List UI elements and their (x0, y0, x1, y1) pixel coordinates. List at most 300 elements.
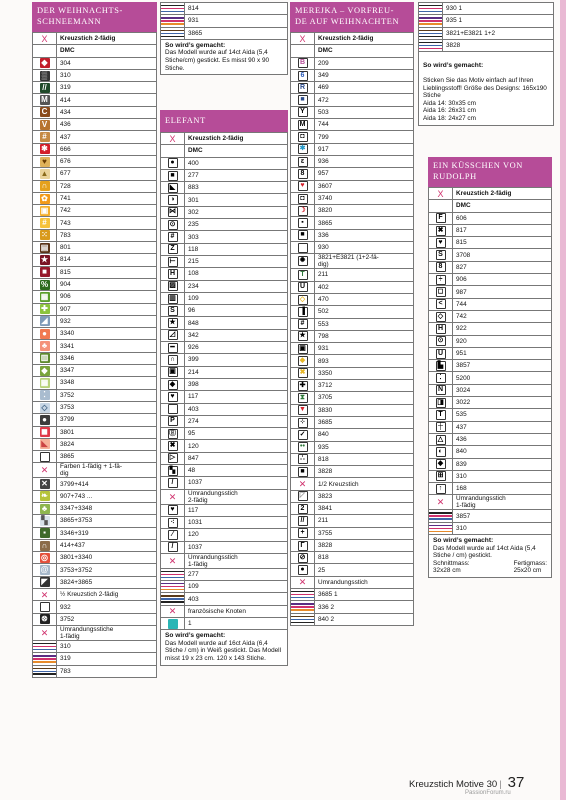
table-row (33, 168, 157, 180)
table-row (33, 365, 157, 377)
dmc-code: 414 (57, 94, 157, 106)
symbol-cell (161, 440, 185, 452)
dmc-code: 310 (453, 522, 552, 534)
symbol-cell (291, 131, 315, 143)
symbol-cell (429, 249, 453, 261)
symbol-cell (161, 268, 185, 280)
dmc-code: 957 (315, 168, 414, 180)
stitch-header-row (429, 188, 552, 200)
symbol-cell (291, 490, 315, 502)
symbol-icon: ÷ (436, 275, 446, 285)
dmc-code: 402 (315, 281, 414, 293)
table-row (291, 293, 414, 305)
dmc-code: 936 (315, 155, 414, 167)
symbol-cell (161, 206, 185, 218)
table-row (291, 343, 414, 355)
dmc-code: 744 (315, 119, 414, 131)
stitch-type-label: Kreuzstich 2-fädig (185, 133, 288, 145)
star-icon: ★ (40, 254, 49, 264)
dmc-code: 434 (57, 106, 157, 118)
square-icon: ■ (40, 267, 50, 277)
symbol-icon: T (436, 410, 446, 420)
dmc-code: 840 (453, 446, 552, 458)
dmc-code: 840 2 (315, 613, 414, 625)
stripes-icon: ▥ (40, 353, 49, 363)
dmc-code: 310 (453, 470, 552, 482)
symbol-cell (291, 355, 315, 367)
symbol-cell (291, 392, 315, 404)
symbol-icon: ▥ (169, 294, 176, 302)
table-row (291, 318, 414, 330)
symbol-icon (161, 30, 185, 37)
symbol-icon (419, 42, 443, 49)
dmc-code: 3820 (315, 205, 414, 217)
column-merejka-continued (418, 2, 554, 126)
symbol-cell (33, 365, 57, 377)
dmc-code: 120 (185, 529, 288, 541)
table-row (161, 593, 288, 605)
table-row (419, 27, 554, 39)
dmc-code: 398 (185, 378, 288, 390)
table-row (419, 39, 554, 51)
dmc-code: 742 (57, 205, 157, 217)
e-icon: ε (298, 157, 308, 167)
symbol-cell (33, 377, 57, 389)
section-label: Umrandungsstich 1-fädig (453, 495, 552, 510)
dmc-code: 3350 (315, 367, 414, 379)
dmc-code: 3841 (315, 502, 414, 514)
section-title: EIN KÜSSCHEN VON RUDOLPH (428, 157, 552, 187)
dmc-code: 25 (315, 564, 414, 576)
page-edge-stripe (560, 0, 566, 800)
box-icon (298, 243, 308, 253)
table-row (161, 15, 288, 27)
table-row (291, 552, 414, 564)
symbol-cell (291, 416, 315, 428)
m-icon: M (41, 95, 48, 105)
gamma-icon: Γ (298, 541, 308, 551)
symbol-cell (33, 426, 57, 438)
b-icon: B (298, 58, 308, 68)
symbol-cell (291, 429, 315, 441)
dmc-code: 3347+3348 (57, 502, 157, 514)
symbol-icon: △ (436, 435, 446, 445)
symbol-icon: ♥ (168, 505, 178, 515)
symbol-cell (291, 119, 315, 131)
table-row (291, 589, 414, 601)
symbol-cell (429, 224, 453, 236)
dmc-code: 436 (57, 119, 157, 131)
symbol-cell (419, 27, 443, 39)
table-row (291, 106, 414, 118)
symbol-icon (161, 571, 185, 578)
table-row (33, 515, 157, 527)
burst-icon: ✹ (298, 256, 308, 266)
symbol-cell (291, 94, 315, 106)
diamond-icon: ◆ (298, 356, 308, 366)
dmc-code: 437 (453, 421, 552, 433)
symbol-icon: ◣ (168, 183, 178, 193)
box-icon (40, 602, 50, 612)
french-knot-icon: ● (168, 619, 178, 629)
info-box: So wird’s gemacht: Das Modell wurde auf 14ct Aida (5,4 Stiche / cm) gestickt. Schnittmass: 32x28 cm Fertigmass: 25x20 cm (428, 535, 552, 578)
dmc-code: 935 (315, 441, 414, 453)
table-row (291, 82, 414, 94)
dmc-code: 117 (185, 391, 288, 403)
stitch-type-label: Kreuzstich 2-fädig (453, 188, 552, 200)
symbol-cell (33, 539, 57, 551)
symbol-cell (291, 318, 315, 330)
symbol-cell (161, 3, 185, 15)
section-header-row (33, 463, 157, 478)
symbol-cell (419, 3, 443, 15)
table-row (291, 564, 414, 576)
symbol-cell (429, 298, 453, 310)
symbol-icon (33, 643, 57, 650)
key-table (418, 2, 554, 52)
dmc-code: 814 (185, 3, 288, 15)
symbol-icon: ◇ (436, 312, 446, 322)
table-row (429, 522, 552, 534)
symbol-icon: ∩ (168, 355, 178, 365)
dmc-code: 907+743 ... (57, 490, 157, 502)
table-row (161, 268, 288, 280)
dmc-code: 801 (57, 242, 157, 254)
symbol-icon: U (436, 349, 446, 359)
stripes-icon: ▤ (40, 242, 49, 252)
symbol-icon: ● (168, 158, 178, 168)
dmc-code: 815 (57, 266, 157, 278)
dmc-code: 799 (315, 131, 414, 143)
symbol-cell (161, 342, 185, 354)
table-row (33, 564, 157, 576)
symbol-icon (419, 5, 443, 12)
table-row (33, 278, 157, 290)
symbol-cell (291, 242, 315, 254)
plus-icon: ✚ (41, 304, 48, 314)
table-row (429, 286, 552, 298)
dmc-code: 848 (185, 317, 288, 329)
symbol-cell (291, 57, 315, 69)
symbol-cell (161, 15, 185, 27)
dmc-code: 818 (315, 453, 414, 465)
symbol-cell (33, 168, 57, 180)
symbol-icon: ▚ (168, 466, 178, 476)
dmc-code: 3865+3753 (57, 515, 157, 527)
symbol-icon: ◐ (436, 447, 446, 457)
table-row (33, 377, 157, 389)
section-header-row (161, 489, 288, 504)
dmc-code: 109 (185, 581, 288, 593)
dmc-code: 342 (185, 329, 288, 341)
heart-icon: ♥ (298, 181, 308, 191)
info-box: So wird’s gemacht: Das Modell wurde auf 14ct Aida (5,4 Stiche/cm) gestickt. Es misst 90 x 90 Stiche. (160, 40, 288, 75)
dmc-code: 935 1 (443, 15, 554, 27)
dmc-code: 3865 (185, 27, 288, 39)
dmc-code: 301 (185, 194, 288, 206)
dmc-code: 3022 (453, 397, 552, 409)
symbol-cell (291, 466, 315, 478)
symbol-cell (161, 541, 185, 553)
dmc-code: 827 (453, 261, 552, 273)
dmc-code: 108 (185, 268, 288, 280)
dmc-code: 3824 (57, 438, 157, 450)
dmc-code: 3857 (453, 360, 552, 372)
symbol-cell (33, 155, 57, 167)
symbol-cell (161, 231, 185, 243)
symbol-icon: S (436, 250, 446, 260)
symbol-icon: ⊙ (168, 220, 178, 230)
table-row (33, 426, 157, 438)
table-row (291, 416, 414, 428)
symbol-cell (161, 465, 185, 477)
symbol-cell (33, 315, 57, 327)
dmc-code: 349 (315, 69, 414, 81)
symbol-cell (429, 323, 453, 335)
dmc-code: 3755 (315, 527, 414, 539)
section-label: französische Knoten (185, 605, 288, 617)
dmc-code: 400 (185, 157, 288, 169)
dmc-label: DMC (315, 45, 414, 57)
cross-stitch-icon: X (437, 188, 444, 199)
t-icon: T (298, 270, 308, 280)
dmc-code: 1 (185, 617, 288, 629)
dmc-code: 235 (185, 219, 288, 231)
symbol-cell (33, 254, 57, 266)
table-row (33, 143, 157, 155)
table-row (161, 3, 288, 15)
table-row (33, 328, 157, 340)
dmc-code: 274 (185, 415, 288, 427)
section-label: Umrandungsstich 2-fädig (185, 489, 288, 504)
dmc-code: 815 (453, 237, 552, 249)
cut-size: Schnittmass: 32x28 cm (433, 559, 470, 575)
dmc-code: 783 (57, 665, 157, 677)
symbol-cell (161, 194, 185, 206)
page-number: 37 (507, 774, 525, 791)
table-row (33, 527, 157, 539)
info-box: So wird’s gemacht: Das Modell wurde auf 16ct Aida (6,4 Stiche / cm) in Weiß gestickt. Das Modell misst 19 x 23 cm. 120 x 143 Stiche. (160, 630, 288, 665)
table-row (291, 380, 414, 392)
table-row (429, 347, 552, 359)
symbol-cell (291, 527, 315, 539)
symbol-cell (291, 552, 315, 564)
dmc-code: 436 (453, 433, 552, 445)
cross-stitch-icon: ✕ (168, 606, 177, 617)
dmc-code: 403 (185, 593, 288, 605)
symbol-icon (429, 525, 453, 532)
stitch-header-row (291, 33, 414, 45)
x-icon: ✖ (298, 368, 308, 378)
symbol-icon: ✖ (436, 226, 446, 236)
red-diamond-icon: ◆ (41, 58, 48, 68)
symbol-cell (291, 269, 315, 281)
dmc-code: 209 (315, 57, 414, 69)
symbol-cell (429, 421, 453, 433)
dmc-code: 3821+E3821 (1+2-fä- dig) (315, 254, 414, 269)
dmc-code: 319 (57, 653, 157, 665)
table-row (33, 131, 157, 143)
table-row (33, 180, 157, 192)
symbol-cell (33, 451, 57, 463)
symbol-cell (291, 82, 315, 94)
dmc-code: 930 1 (443, 3, 554, 15)
table-row (33, 414, 157, 426)
dmc-code: 211 (315, 269, 414, 281)
dmc-code: 117 (185, 504, 288, 516)
dmc-code: 120 (185, 440, 288, 452)
symbol-icon: ▙ (436, 361, 446, 371)
moon-icon: ☽ (299, 206, 306, 214)
section-header-row (33, 589, 157, 601)
dmc-code: 893 (315, 355, 414, 367)
table-row (33, 552, 157, 564)
table-row (291, 490, 414, 502)
table-row (33, 576, 157, 588)
key-table (428, 187, 552, 535)
dmc-code: 3753+3752 (57, 564, 157, 576)
oval-icon: ⊘ (298, 553, 308, 563)
symbol-cell (291, 69, 315, 81)
hatched-square-icon: ▒ (40, 71, 50, 81)
symbol-cell (429, 372, 453, 384)
dmc-code: 951 (453, 347, 552, 359)
block-icon: ◘ (298, 194, 308, 204)
table-row (33, 119, 157, 131)
section-label: Umrandungsstich 1-fädig (185, 553, 288, 568)
dmc-code: 3347 (57, 365, 157, 377)
symbol-cell (291, 601, 315, 613)
symbol-cell (33, 502, 57, 514)
symbol-cell (33, 564, 57, 576)
table-row (429, 298, 552, 310)
dmc-code: 3753 (57, 401, 157, 413)
table-row (33, 539, 157, 551)
table-row (33, 640, 157, 652)
symbol-icon: P (168, 416, 178, 426)
table-row (429, 335, 552, 347)
table-row (291, 441, 414, 453)
symbol-cell (291, 217, 315, 229)
diamond-icon: ◆ (41, 365, 48, 375)
dmc-code: 677 (57, 168, 157, 180)
table-row (419, 3, 554, 15)
dmc-code: 3341 (57, 340, 157, 352)
symbol-cell (33, 414, 57, 426)
symbol-icon: ⊙ (436, 336, 446, 346)
dmc-code: 3346 (57, 352, 157, 364)
table-row (161, 305, 288, 317)
table-row (33, 665, 157, 677)
symbol-cell (161, 568, 185, 580)
table-row (33, 303, 157, 315)
symbol-cell (33, 69, 57, 81)
dmc-code: 3821+E3821 1+2 (443, 27, 554, 39)
dmc-code: 3685 1 (315, 589, 414, 601)
finished-size: Fertigmass: 25x20 cm (513, 559, 547, 575)
symbol-cell (429, 360, 453, 372)
dice-icon: ⁙ (41, 230, 48, 240)
dmc-code: 3828 (315, 539, 414, 551)
symbol-cell (429, 458, 453, 470)
dmc-code: 987 (453, 286, 552, 298)
dmc-code: 917 (315, 143, 414, 155)
table-row (291, 192, 414, 204)
table-row (33, 217, 157, 229)
table-row (291, 527, 414, 539)
table-row (161, 27, 288, 39)
symbol-icon (419, 17, 443, 24)
dot-icon: ● (40, 329, 50, 339)
leaf-icon: ❧ (41, 491, 48, 501)
ring-icon: ◎ (41, 552, 48, 562)
stitch-type-label: Kreuzstich 2-fädig (315, 33, 414, 45)
dmc-code: 211 (315, 515, 414, 527)
symbol-cell (161, 169, 185, 181)
cross-icon: ✚ (298, 381, 308, 391)
dmc-code: 904 (57, 278, 157, 290)
symbol-cell (161, 243, 185, 255)
symbol-icon (161, 17, 185, 24)
table-row (161, 504, 288, 516)
table-row (161, 617, 288, 629)
table-row (161, 317, 288, 329)
table-row (33, 613, 157, 625)
dots-icon: ⁚ (40, 390, 50, 400)
symbol-icon: ⊢ (169, 257, 176, 265)
stitch-header-row (33, 33, 157, 45)
square-icon: ◼ (41, 427, 48, 437)
table-row (161, 403, 288, 415)
symbol-icon (33, 655, 57, 662)
dmc-code: 926 (185, 342, 288, 354)
dmc-code: 3685 (315, 416, 414, 428)
clover-icon: ♣ (40, 341, 50, 351)
dots-icon: ∴ (298, 454, 308, 464)
y-icon: Y (298, 107, 308, 117)
symbol-cell (161, 391, 185, 403)
symbol-icon: ▣ (169, 368, 176, 376)
symbol-cell (291, 343, 315, 355)
table-row (429, 397, 552, 409)
symbol-cell (161, 305, 185, 317)
table-row (161, 206, 288, 218)
table-row (291, 143, 414, 155)
dmc-code: 741 (57, 192, 157, 204)
dmc-code: 783 (57, 229, 157, 241)
symbol-icon: Z (168, 244, 178, 254)
dmc-code: 310 (57, 640, 157, 652)
dmc-code: 742 (453, 310, 552, 322)
dmc-code: 168 (453, 483, 552, 495)
magazine-name: Kreuzstich Motive 30 (409, 779, 498, 790)
section-header-row (291, 478, 414, 490)
table-row (33, 315, 157, 327)
asterisk-icon: ✱ (298, 144, 308, 154)
table-row (429, 360, 552, 372)
dmc-code: 3824+3865 (57, 576, 157, 588)
dmc-code: 1031 (185, 516, 288, 528)
symbol-cell (291, 155, 315, 167)
dmc-code: 883 (185, 182, 288, 194)
symbol-cell (291, 192, 315, 204)
stripes-icon: ▐ (298, 307, 308, 317)
dmc-code: 906 (57, 291, 157, 303)
symbol-cell (291, 180, 315, 192)
symbol-cell (161, 27, 185, 39)
symbol-icon: ♥ (436, 238, 446, 248)
square-icon: ■ (298, 95, 308, 105)
